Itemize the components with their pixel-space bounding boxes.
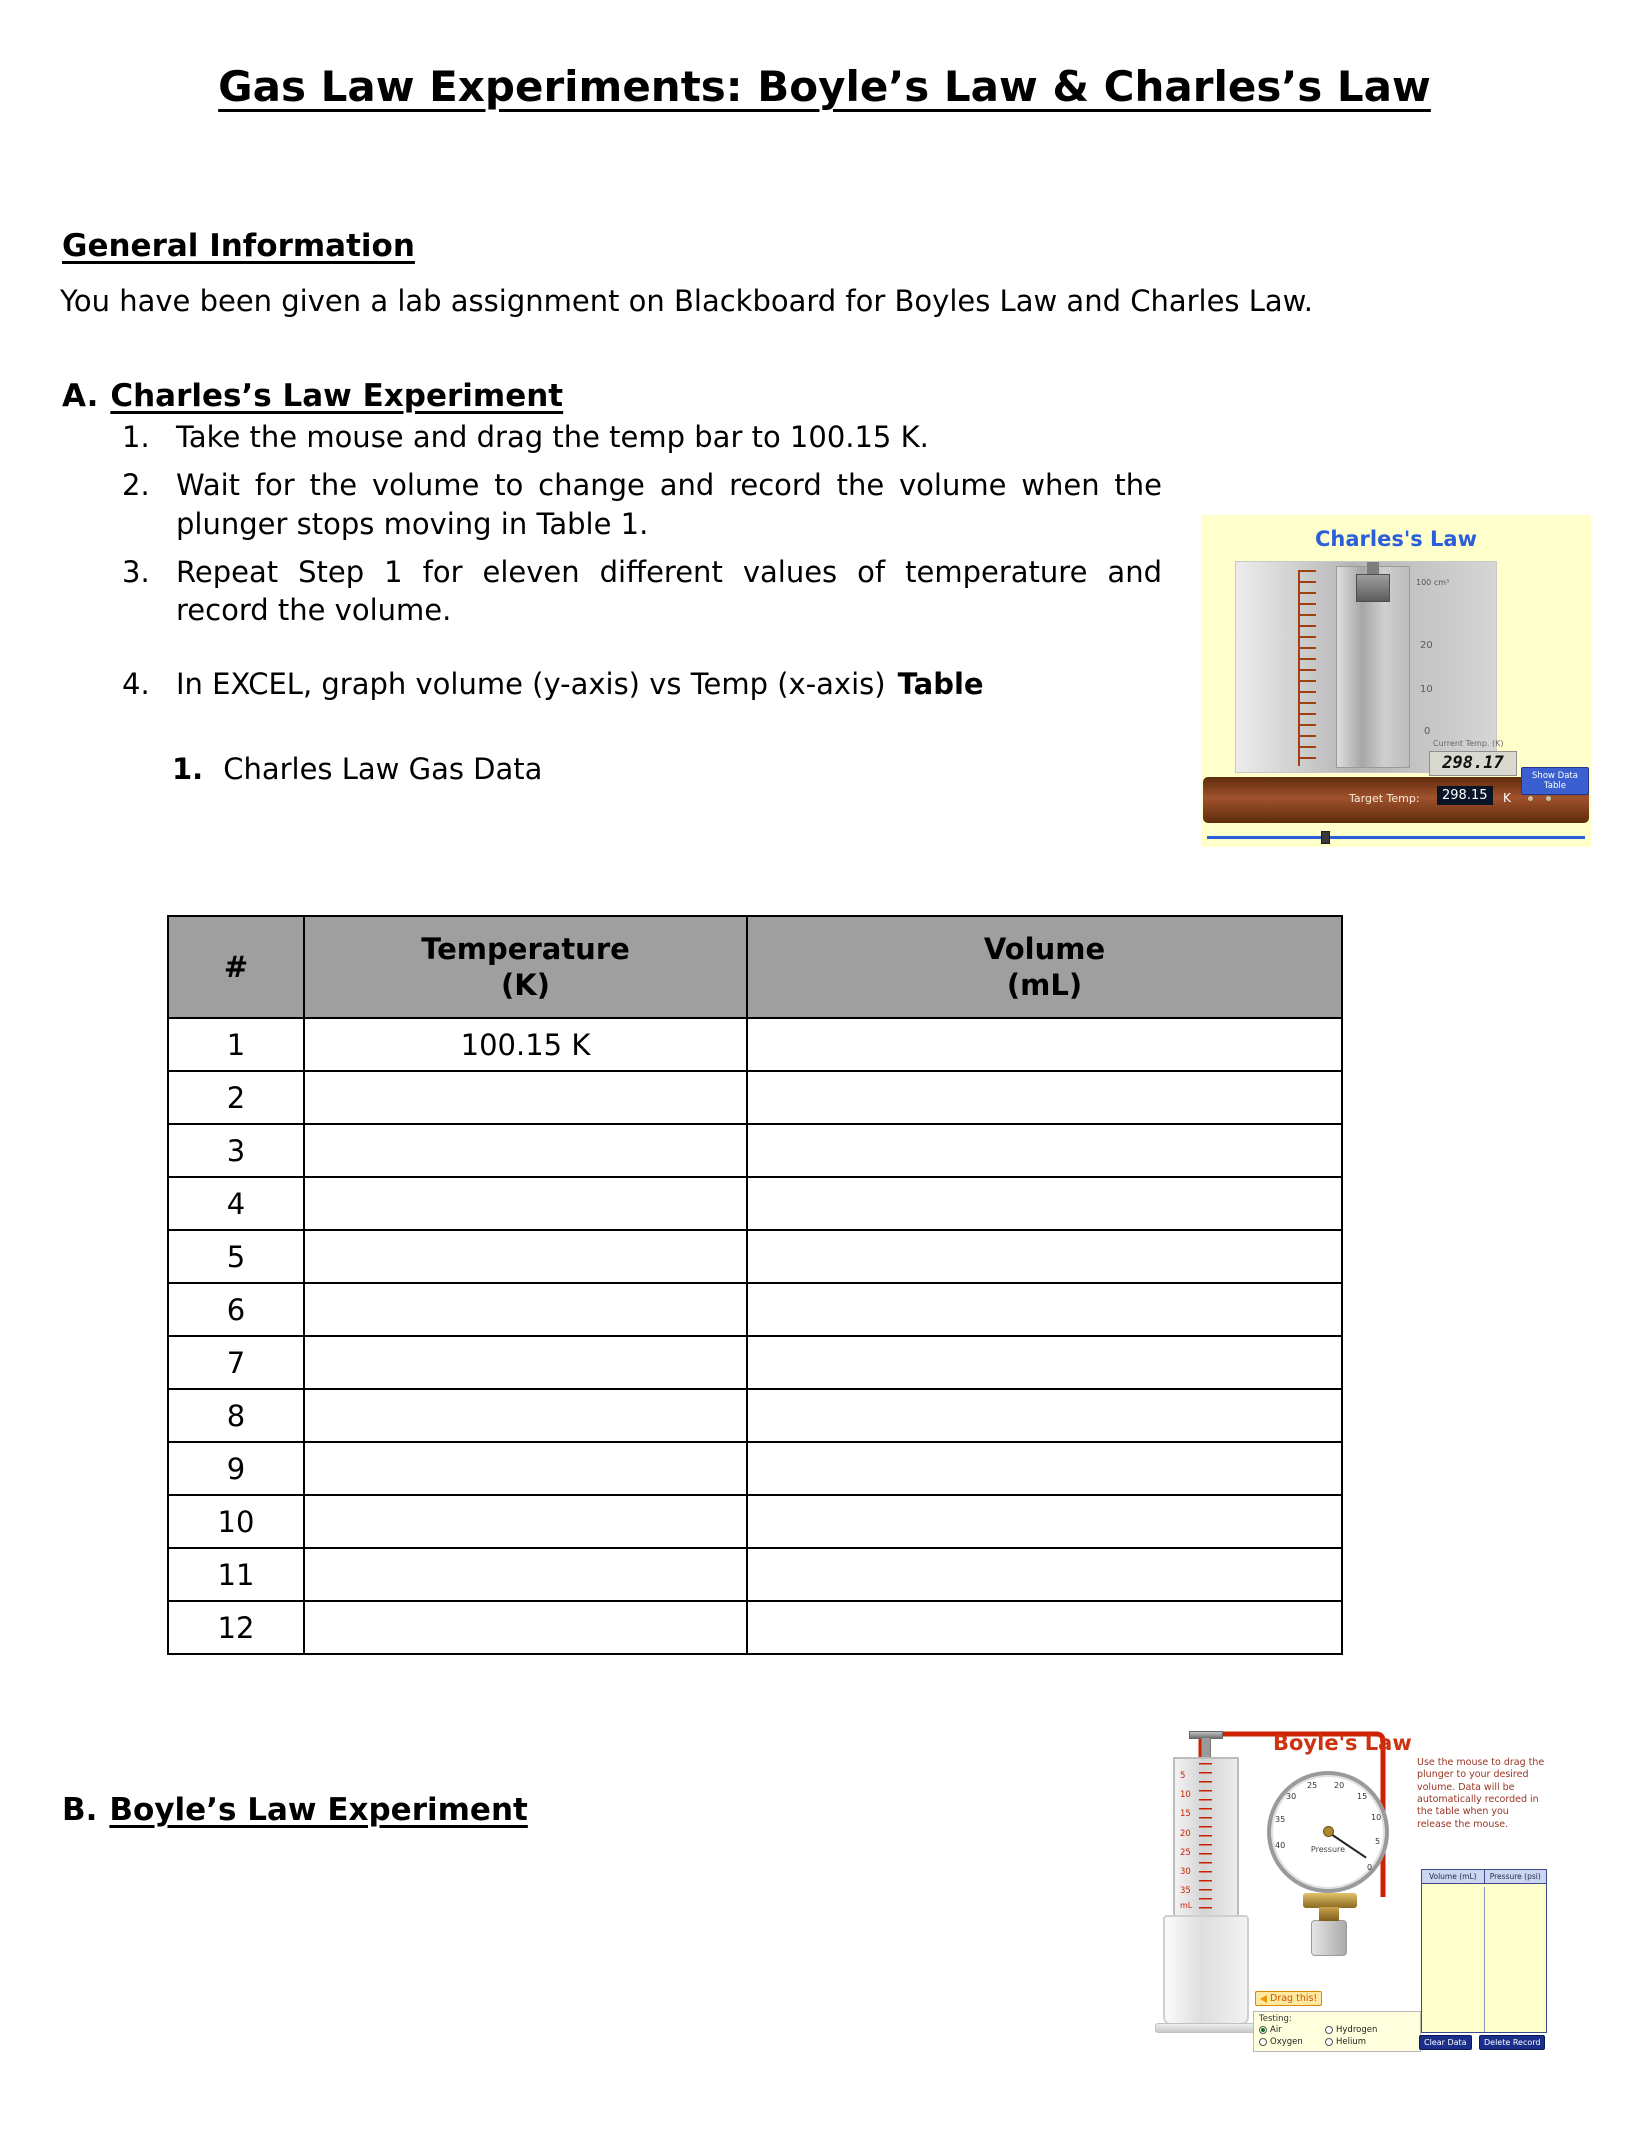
column-header-temperature	[304, 916, 747, 1018]
header-line: (mL)	[1006, 968, 1083, 1002]
temperature-cell	[304, 1495, 747, 1548]
table-row	[168, 1230, 1342, 1283]
volume-cell	[747, 1495, 1342, 1548]
gauge-number: 30	[1286, 1792, 1297, 1801]
charles-law-sim-image	[1201, 515, 1591, 847]
cylinder-tick-label: 5	[1180, 1771, 1186, 1781]
radio-label: Hydrogen	[1336, 2025, 1378, 2035]
mini-table-header	[1422, 1870, 1546, 1884]
section-a-heading	[62, 378, 563, 414]
charles-sim-title: Charles's Law	[1314, 527, 1478, 551]
table-row	[168, 1177, 1342, 1230]
cylinder-capacity-label: 100 cm³	[1416, 578, 1450, 587]
step-3	[122, 553, 1162, 630]
general-information-body: You have been given a lab assignment on Blackboard for Boyles Law and Charles Law.	[60, 284, 1313, 318]
volume-cell	[747, 1177, 1342, 1230]
gauge-number: 35	[1275, 1815, 1286, 1824]
radio-icon	[1259, 2038, 1267, 2046]
volume-cell	[747, 1336, 1342, 1389]
table-header-row	[168, 916, 1342, 1018]
recorded-data-table	[1421, 1869, 1547, 2033]
temperature-cell	[304, 1548, 747, 1601]
radio-hydrogen	[1325, 2025, 1415, 2035]
temperature-cell	[304, 1389, 747, 1442]
control-dot-icon	[1527, 795, 1534, 802]
temp-slider-thumb	[1321, 831, 1330, 844]
gauge-number: 20	[1334, 1781, 1345, 1790]
temp-slider-track	[1207, 836, 1585, 839]
temperature-cell	[304, 1601, 747, 1654]
drag-this-label	[1255, 1991, 1322, 2006]
step-number: 1.	[122, 420, 150, 454]
header-line: (K)	[501, 968, 550, 1002]
row-number-cell: 6	[168, 1283, 304, 1336]
syringe-body	[1163, 1915, 1249, 2025]
section-a-title: Charles’s Law Experiment	[110, 378, 564, 414]
pressure-gauge-label: Pressure	[1310, 1845, 1346, 1854]
table-row	[168, 1336, 1342, 1389]
step-number: 3.	[122, 554, 150, 589]
step-text: Wait for the volume to change and record the volume when the plunger stops moving in Table 1.	[176, 468, 1162, 541]
target-temp-label: Target Temp:	[1349, 792, 1420, 805]
mini-table-body	[1422, 1887, 1546, 2032]
delete-record-button: Delete Record	[1479, 2035, 1545, 2050]
table-caption-number: 1.	[172, 751, 204, 786]
show-data-table-button: Show Data Table	[1521, 767, 1589, 795]
pressure-gauge	[1267, 1771, 1389, 1893]
gas-radio-group	[1259, 2025, 1415, 2047]
section-a-label: A.	[62, 378, 99, 414]
table-caption	[172, 750, 1190, 788]
temperature-cell	[304, 1336, 747, 1389]
row-number-cell: 9	[168, 1442, 304, 1495]
cylinder-tick-label: 25	[1180, 1848, 1191, 1858]
table-row	[168, 1601, 1342, 1654]
section-b-label: B.	[62, 1792, 98, 1828]
row-number-cell: 11	[168, 1548, 304, 1601]
volume-cell	[747, 1601, 1342, 1654]
row-number-cell: 1	[168, 1018, 304, 1071]
step-text	[176, 665, 1162, 703]
temperature-cell: 100.15 K	[304, 1018, 747, 1071]
step-text: Take the mouse and drag the temp bar to 100.15 K.	[176, 420, 929, 454]
volume-cell	[747, 1442, 1342, 1495]
graduated-cylinder	[1173, 1757, 1239, 1915]
row-number-cell: 4	[168, 1177, 304, 1230]
clear-data-button: Clear Data	[1419, 2035, 1472, 2050]
gauge-number: 10	[1371, 1813, 1382, 1822]
step-number: 2.	[122, 468, 150, 503]
table-row	[168, 1495, 1342, 1548]
temperature-cell	[304, 1071, 747, 1124]
table-row	[168, 1071, 1342, 1124]
gauge-number: 15	[1357, 1792, 1368, 1801]
temperature-cell	[304, 1124, 747, 1177]
radio-icon	[1325, 2026, 1333, 2034]
radio-icon	[1325, 2038, 1333, 2046]
current-temp-display: 298.17	[1429, 751, 1517, 776]
gauge-brass-fitting	[1303, 1893, 1357, 1908]
volume-cell	[747, 1283, 1342, 1336]
current-temp-label: Current Temp. (K)	[1433, 739, 1504, 748]
volume-cell	[747, 1548, 1342, 1601]
table-row	[168, 1548, 1342, 1601]
column-header-volume	[747, 916, 1342, 1018]
cylinder-tick-label: 30	[1180, 1867, 1191, 1877]
volume-cell	[747, 1124, 1342, 1177]
row-number-cell: 7	[168, 1336, 304, 1389]
charles-law-steps	[122, 418, 1190, 788]
plunger-knob	[1356, 574, 1390, 602]
target-temp-value: 298.15	[1437, 786, 1493, 805]
gauge-number: 0	[1367, 1863, 1373, 1872]
radio-helium	[1325, 2037, 1415, 2047]
step-text: Repeat Step 1 for eleven different values of temperature and record the volume.	[176, 554, 1162, 628]
cylinder-tick-label: 10	[1180, 1790, 1191, 1800]
step-4	[122, 665, 1162, 703]
gauge-brass-stem	[1319, 1907, 1339, 1921]
radio-label: Helium	[1336, 2037, 1367, 2047]
control-dot-icon	[1545, 795, 1552, 802]
cylinder-tick-label: 15	[1180, 1809, 1191, 1819]
scale-tick-label: 0	[1424, 726, 1431, 737]
section-b-heading	[62, 1792, 528, 1828]
boyle-sim-title: Boyle's Law	[1273, 1731, 1412, 1755]
radio-air	[1259, 2025, 1325, 2035]
page-title: Gas Law Experiments: Boyle’s Law & Charles’s Law	[218, 62, 1431, 111]
scale-tick-label: 20	[1420, 640, 1433, 651]
drag-this-text: Drag this!	[1270, 1993, 1318, 2004]
gauge-stand	[1311, 1920, 1347, 1956]
testing-panel	[1253, 2011, 1421, 2052]
temperature-cell	[304, 1442, 747, 1495]
cylinder-tick-label: 35	[1180, 1886, 1191, 1896]
row-number-cell: 2	[168, 1071, 304, 1124]
instructions-text: Use the mouse to drag the plunger to your desired volume. Data will be automatically recorded in the table when you release the mouse.	[1417, 1757, 1545, 1830]
temperature-cell	[304, 1230, 747, 1283]
radio-icon	[1259, 2026, 1267, 2034]
gauge-number: 25	[1307, 1781, 1318, 1790]
cylinder-unit-label: mL	[1180, 1901, 1193, 1910]
gauge-number: 5	[1375, 1837, 1381, 1846]
gauge-number: 40	[1275, 1841, 1286, 1850]
radio-label: Oxygen	[1270, 2037, 1303, 2047]
header-line: Volume	[983, 931, 1106, 966]
header-line: Temperature	[421, 931, 630, 966]
radio-oxygen	[1259, 2037, 1325, 2047]
table-row	[168, 1018, 1342, 1071]
gauge-hub	[1323, 1826, 1334, 1837]
mini-table-header-pressure: Pressure (psi)	[1489, 1872, 1541, 1881]
step-number: 4.	[122, 667, 150, 702]
cylinder-tick-marks	[1199, 1763, 1212, 1911]
table-row	[168, 1442, 1342, 1495]
volume-cell	[747, 1230, 1342, 1283]
table-row	[168, 1124, 1342, 1177]
column-header-number	[168, 916, 304, 1018]
mini-table-header-volume: Volume (mL)	[1422, 1870, 1485, 1883]
temperature-cell	[304, 1177, 747, 1230]
table-row	[168, 1389, 1342, 1442]
row-number-cell: 3	[168, 1124, 304, 1177]
mini-table-divider	[1484, 1887, 1485, 2032]
step-text-bold: Table	[897, 667, 984, 702]
temperature-cell	[304, 1283, 747, 1336]
temperature-ruler	[1298, 570, 1316, 766]
volume-cell	[747, 1071, 1342, 1124]
step-1	[122, 418, 1190, 456]
radio-label: Air	[1270, 2025, 1282, 2035]
boyle-law-sim-image	[1151, 1727, 1549, 2054]
general-information-heading: General Information	[62, 228, 415, 264]
row-number-cell: 5	[168, 1230, 304, 1283]
testing-label: Testing:	[1259, 2014, 1292, 2024]
target-temp-unit: K	[1503, 791, 1511, 805]
syringe-flange	[1155, 2023, 1257, 2033]
header-line: #	[223, 949, 249, 984]
row-number-cell: 12	[168, 1601, 304, 1654]
scale-tick-label: 10	[1420, 684, 1433, 695]
row-number-cell: 10	[168, 1495, 304, 1548]
row-number-cell: 8	[168, 1389, 304, 1442]
charles-data-table	[167, 915, 1343, 1655]
volume-cell	[747, 1018, 1342, 1071]
drag-arrow-icon	[1260, 1995, 1267, 2003]
volume-cell	[747, 1389, 1342, 1442]
section-b-title: Boyle’s Law Experiment	[109, 1792, 528, 1828]
cylinder-tick-label: 20	[1180, 1829, 1191, 1839]
step-text-main: In EXCEL, graph volume (y-axis) vs Temp (x-axis)	[176, 667, 886, 702]
step-2	[122, 466, 1162, 543]
table-row	[168, 1283, 1342, 1336]
table-caption-text: Charles Law Gas Data	[223, 751, 543, 786]
